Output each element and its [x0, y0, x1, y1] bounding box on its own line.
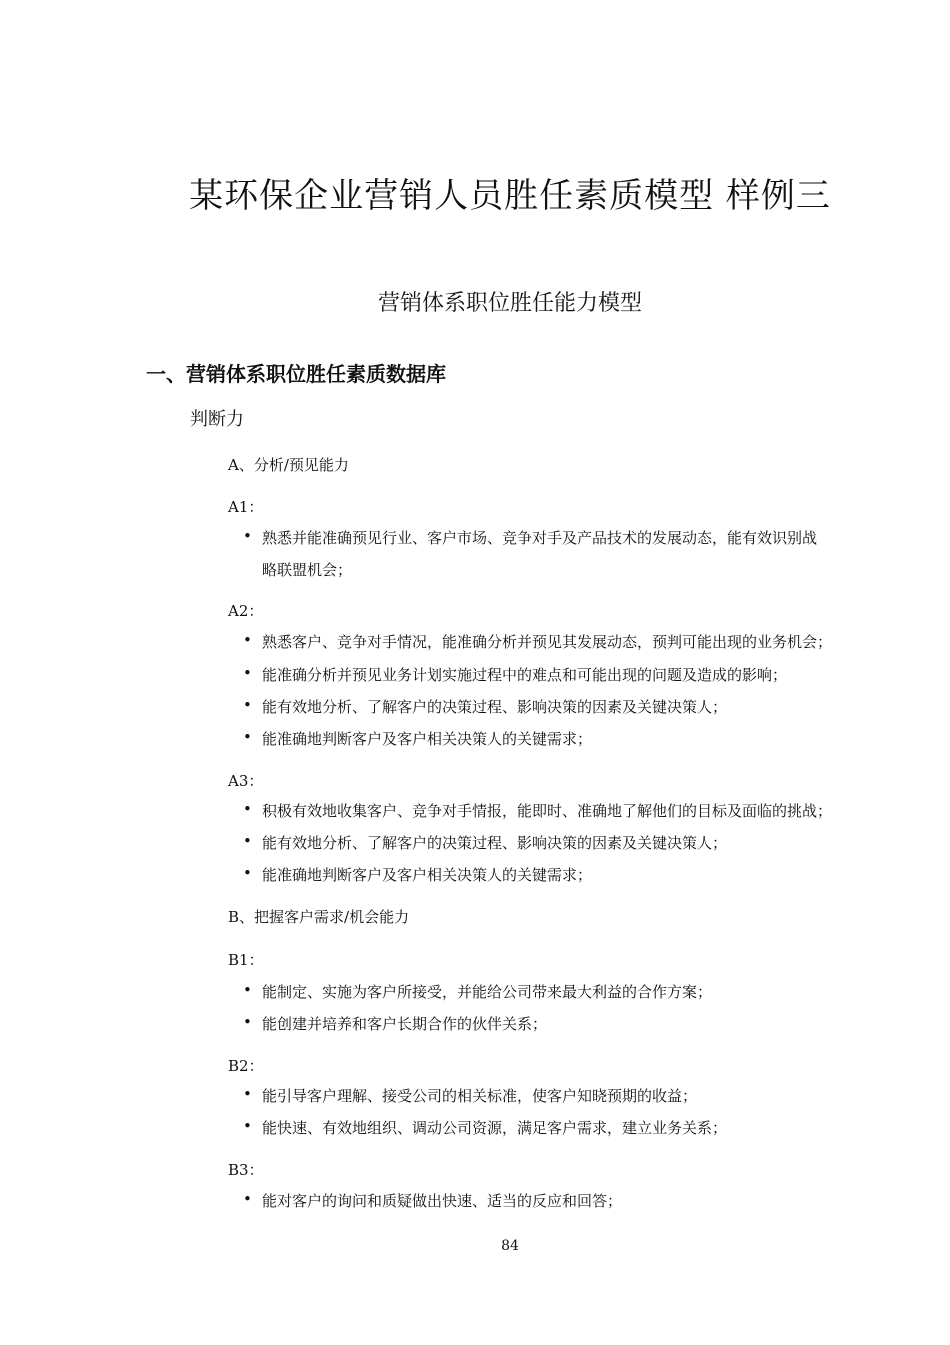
level-label-b2: B2：	[228, 1057, 264, 1075]
bullet-icon: •	[243, 832, 252, 850]
bullet-icon: •	[243, 1085, 252, 1103]
bullet-icon: •	[243, 696, 252, 714]
bullet-icon: •	[243, 1013, 252, 1031]
list-item: 能准确地判断客户及客户相关决策人的关键需求；	[262, 730, 593, 748]
list-item: 能有效地分析、了解客户的决策过程、影响决策的因素及关键决策人；	[262, 698, 728, 716]
subsection-heading: 判断力	[190, 409, 244, 430]
list-item: 积极有效地收集客户、竞争对手情报，能即时、准确地了解他们的目标及面临的挑战；	[262, 802, 833, 820]
list-item: 能有效地分析、了解客户的决策过程、影响决策的因素及关键决策人；	[262, 834, 728, 852]
bullet-icon: •	[243, 1190, 252, 1208]
bullet-icon: •	[243, 527, 252, 545]
document-subtitle: 营销体系职位胜任能力模型	[377, 291, 642, 316]
bullet-icon: •	[243, 631, 252, 649]
list-item: 能制定、实施为客户所接受，并能给公司带来最大利益的合作方案；	[262, 983, 713, 1001]
list-item: 能快速、有效地组织、调动公司资源，满足客户需求，建立业务关系；	[262, 1119, 728, 1137]
level-label-b3: B3：	[228, 1161, 264, 1179]
list-item-continuation: 略联盟机会；	[262, 561, 353, 579]
bullet-icon: •	[243, 864, 252, 882]
list-item: 熟悉并能准确预见行业、客户市场、竞争对手及产品技术的发展动态，能有效识别战	[262, 529, 818, 547]
document-title: 某环保企业营销人员胜任素质模型 样例三	[189, 176, 831, 216]
bullet-icon: •	[243, 1117, 252, 1135]
bullet-icon: •	[243, 800, 252, 818]
level-label-a1: A1：	[228, 498, 264, 516]
list-item: 能准确地判断客户及客户相关决策人的关键需求；	[262, 866, 593, 884]
bullet-icon: •	[243, 728, 252, 746]
bullet-icon: •	[243, 664, 252, 682]
level-label-a3: A3：	[228, 772, 264, 790]
page-number: 84	[501, 1238, 519, 1254]
list-item: 能准确分析并预见业务计划实施过程中的难点和可能出现的问题及造成的影响；	[262, 666, 788, 684]
list-item: 能创建并培养和客户长期合作的伙伴关系；	[262, 1015, 548, 1033]
list-item: 能对客户的询问和质疑做出快速、适当的反应和回答；	[262, 1192, 623, 1210]
level-label-a2: A2：	[228, 602, 264, 620]
level-label-b1: B1：	[228, 951, 264, 969]
group-heading-b: B、把握客户需求/机会能力	[228, 908, 410, 926]
group-heading-a: A、分析/预见能力	[228, 456, 349, 474]
list-item: 能引导客户理解、接受公司的相关标准，使客户知晓预期的收益；	[262, 1087, 698, 1105]
bullet-icon: •	[243, 981, 252, 999]
section-heading: 一、营销体系职位胜任素质数据库	[146, 362, 446, 386]
list-item: 熟悉客户、竞争对手情况，能准确分析并预见其发展动态，预判可能出现的业务机会；	[262, 633, 833, 651]
